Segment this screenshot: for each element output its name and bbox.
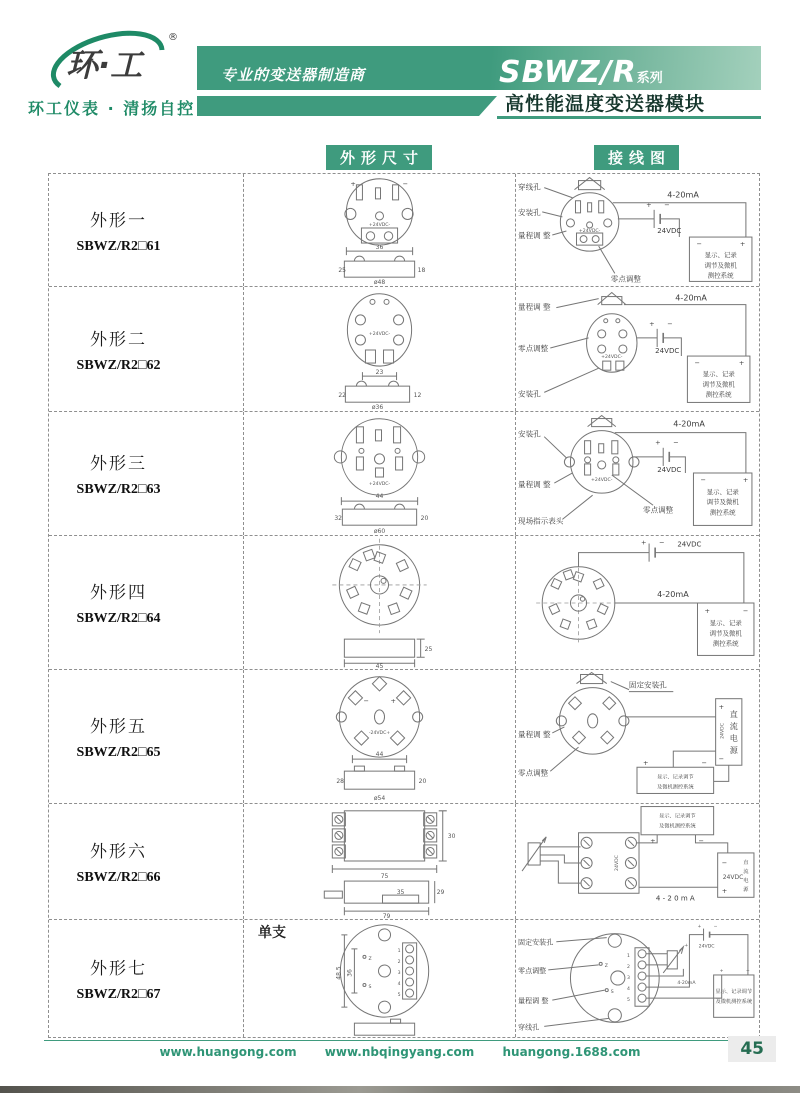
series-name: SBWZ/R [499,55,637,90]
page-number: 45 [728,1036,776,1062]
zero-adjust-label: 零点调整 [518,344,549,354]
marker-z: Z [604,963,608,969]
footer-links [0,1045,800,1059]
row2-outline-cell [244,287,516,411]
row3-label [49,412,244,535]
display-box-line2: 及微机测控系统 [715,999,753,1006]
mounting-hole-label: 安装孔 [518,207,541,217]
display-box-line2: 调节及微机 [704,261,737,270]
wire-hole-label: 穿线孔 [518,1022,540,1032]
device-voltage: +24VDC- [591,478,613,484]
signal-label: 4-20mA [667,190,699,200]
dc-voltage: 24VDC [722,874,744,882]
outline-drawing [244,804,515,919]
row6-wiring-cell [516,804,759,919]
terminal-1: 1 [397,948,401,954]
dc-box-char1: 直 [743,860,749,867]
minus-mark: − [363,696,369,705]
outline-drawing [244,174,515,286]
battery-minus: − [673,438,679,447]
outline-drawing [244,536,515,669]
dim-h1: 25 [338,267,347,275]
row5-wiring-cell [516,670,759,803]
dim-height-top: 30 [447,832,456,840]
battery-minus: − [664,200,670,209]
display-box-line2: 调节及微机 [709,629,742,638]
field-indicator-label: 现场指示表头 [518,516,564,526]
dim-h2: 20 [418,778,427,786]
wiring-diagram [516,920,759,1037]
row2-wiring-cell [516,287,759,411]
battery-plus: + [649,319,655,328]
supply-label: 24VDC [657,226,682,236]
company-logo [26,24,186,100]
dim-width: 44 [375,751,384,759]
column-header-wiring: 接线图 [594,145,679,170]
fixed-mounting-hole-label: 固定安装孔 [518,937,554,947]
shape-name: 外形二 [90,329,147,350]
brand-tagline: 环工仪表 · 清扬自控 [28,99,196,118]
table-row [49,286,759,411]
dim-dia: ø54 [373,795,386,803]
sink-minus: − [694,359,700,368]
span-adjust-label: 量程调 整 [518,730,551,740]
row7-wiring-cell [516,920,759,1037]
logo-swoosh-icon [26,24,186,100]
wiring-diagram [516,536,759,669]
row6-outline-cell [244,804,516,919]
signal-label: 4-20mA [677,981,696,987]
marker-z: Z [368,956,372,962]
terminal-5: 5 [626,998,630,1004]
battery-plus: + [655,438,661,447]
display-box-line1: 显示、记录调节 [715,989,753,996]
shape-name: 外形六 [90,842,147,862]
outline-drawing [244,412,515,535]
dim-width: 45 [375,663,384,669]
terminal-2: 2 [397,959,401,965]
zero-adjust-label: 零点调整 [518,965,547,975]
signal-label: 4-20mA [675,293,707,303]
model-number: SBWZ/R2□63 [76,482,161,497]
outline-drawing [244,287,515,411]
dim-h1: 48.5 [335,966,343,980]
display-box-line3: 测控系统 [712,639,739,648]
span-adjust-label: 量程调 整 [518,996,549,1006]
model-number: SBWZ/R2□64 [76,611,161,626]
bottom-bar [0,1086,800,1093]
device-voltage: +24VDC- [368,222,391,228]
header-subrow [197,93,761,119]
dim-dia: ø60 [373,528,386,535]
outline-drawing [244,670,515,803]
display-box-line2: 及微机测控系统 [658,823,696,830]
wire-hole-label: 穿线孔 [518,182,541,192]
model-number: SBWZ/R2□65 [76,745,161,760]
footer-link-2: www.nbqingyang.com [324,1045,475,1059]
mounting-hole-label: 安装孔 [518,429,541,439]
row4-wiring-cell [516,536,759,669]
sink-plus: + [742,476,749,485]
supply-label: 24VDC [677,539,702,549]
product-table [48,173,760,1038]
sink-minus: − [745,968,750,974]
table-row [49,535,759,669]
series-title [499,55,663,90]
row1-wiring-cell [516,174,759,286]
plus-mark: + [390,696,397,705]
signal-label: 4 - 2 0 m A [655,893,695,903]
supply-label: 24VDC [657,464,682,474]
sink-minus: − [701,759,708,768]
dim-height-side: 29 [436,889,445,897]
signal-label: 4-20mA [657,589,689,599]
display-box-line2: 调节及微机 [702,380,735,389]
table-row [49,411,759,535]
dim-h2: 18 [417,267,426,275]
dim-dia: ø36 [371,404,384,411]
display-box-line3: 测控系统 [705,390,732,399]
shape-name: 外形七 [90,959,147,979]
dim-h1: 22 [338,392,347,400]
dc-box-char3: 电 [743,878,749,885]
dim-width: 36 [375,244,384,252]
plus-mark: + [350,179,356,188]
model-number: SBWZ/R2□66 [76,870,161,885]
terminal-3: 3 [397,970,401,976]
shape-name: 外形三 [90,454,147,474]
table-row [49,919,759,1037]
row2-label [49,287,244,411]
display-box-line3: 测控系统 [709,508,736,517]
footer-link-1: www.huangong.com [159,1045,297,1059]
dc-box-char2: 流 [743,869,749,876]
dim-width: 44 [375,493,384,501]
shape-name: 外形五 [90,717,147,737]
row6-label [49,804,244,919]
registered-mark: ® [168,32,178,43]
dim-h1: 32 [334,515,342,523]
zero-adjust-label: 零点调整 [610,274,641,284]
row7-outline-cell [244,920,516,1037]
dc-voltage: 24VDC [720,723,726,739]
page-title: 高性能温度变送器模块 [497,93,761,119]
row5-label [49,670,244,803]
display-box-line3: 测控系统 [707,271,734,280]
device-voltage: +24VDC- [578,229,601,235]
wiring-diagram [516,804,759,919]
table-row [49,803,759,919]
green-bar [197,96,497,116]
display-box-line1: 显示、记录 [702,370,735,379]
supply-label: 24VDC [698,944,715,950]
dim-h2: 12 [413,392,422,400]
sink-minus: − [696,240,702,249]
dim-h1: 28 [336,778,344,786]
row1-outline-cell [244,174,516,286]
header-banner [197,46,761,90]
dc-box-char3: 电 [729,734,738,744]
row1-label [49,174,244,286]
zero-adjust-label: 零点调整 [518,768,549,778]
logo-text: 环·工 [66,46,143,84]
device-voltage: +24VDC- [601,355,623,361]
wiring-diagram [516,670,759,803]
dim-width: 23 [375,369,384,377]
sink-minus: − [742,607,749,616]
column-header-outline: 外形尺寸 [326,145,432,170]
dc-plus: + [718,702,725,711]
terminal-4: 4 [397,982,401,988]
battery-minus: − [667,319,673,328]
span-adjust-label: 量程调 整 [518,302,551,312]
display-box-line2: 及微机测控系统 [656,784,694,791]
fixed-mounting-hole-label: 固定安装孔 [628,680,667,690]
dc-minus: − [721,859,728,868]
model-number: SBWZ/R2□61 [76,238,161,254]
dc-box-char1: 直 [729,709,738,719]
supply-label: 24VDC [655,346,680,356]
footer-link-3: huangong.1688.com [502,1045,641,1059]
model-number: SBWZ/R2□62 [76,357,161,373]
dim-dia: ø48 [373,279,386,286]
display-box-line1: 显示、记录 [706,488,739,497]
dc-box-char4: 源 [729,746,738,756]
shape-name: 外形一 [90,210,147,231]
wiring-diagram [516,412,759,535]
battery-minus: − [659,538,665,547]
battery-plus: + [646,200,652,209]
marker-s: S [368,985,372,991]
table-row [49,669,759,803]
sink-plus: + [738,359,745,368]
sink-plus: + [719,968,724,974]
terminal-5: 5 [397,993,401,999]
dc-plus: + [721,887,728,896]
sink-plus: + [643,759,649,768]
terminal-4: 4 [626,987,630,993]
dim-inner: 35 [396,889,405,897]
wire-minus: − [698,836,705,845]
wiring-diagram [516,174,759,286]
shape-name: 外形四 [90,583,147,603]
marker-s: S [610,990,614,996]
battery-plus: + [697,924,702,930]
terminal-3: 3 [626,976,630,982]
row3-wiring-cell [516,412,759,535]
table-row [49,174,759,286]
model-number: SBWZ/R2□67 [76,987,161,1002]
device-voltage: -24VDC+ [368,730,391,736]
module-voltage: 24VDC [614,855,620,871]
device-voltage: +24VDC- [368,482,391,488]
device-voltage: +24VDC- [368,331,391,337]
dc-box-char2: 流 [729,721,738,731]
dim-width-top: 75 [380,873,389,881]
row4-label [49,536,244,669]
display-box-line1: 显示、记录 [709,619,742,628]
row3-outline-cell [244,412,516,535]
dim-h2: 36 [346,969,354,977]
series-suffix: 系列 [636,71,663,86]
sensor-plus: + [684,943,689,949]
terminal-2: 2 [626,964,630,970]
column-headers [48,145,758,170]
sink-minus: − [700,476,707,485]
row5-outline-cell [244,670,516,803]
zero-adjust-label: 零点调整 [643,505,674,515]
sink-plus: + [739,240,746,249]
terminal-1: 1 [626,953,630,959]
sink-plus: + [704,607,711,616]
banner-slogan: 专业的变送器制造商 [221,66,366,84]
footer-divider [44,1040,758,1041]
span-adjust-label: 量程调 整 [518,480,551,490]
battery-plus: + [641,538,647,547]
signal-label: 4-20mA [673,419,705,429]
wiring-diagram [516,287,759,411]
display-box-line1: 显示、记录调节 [656,774,694,781]
span-adjust-label: 量程调 整 [518,231,551,241]
dim-width-side: 79 [382,913,391,919]
dc-box-char4: 源 [743,887,749,894]
minus-mark: − [402,179,409,188]
row4-outline-cell [244,536,516,669]
single-element-note: 单支 [258,925,286,941]
battery-minus: − [713,924,718,930]
display-box-line2: 调节及微机 [706,498,739,507]
dc-minus: − [718,755,725,764]
mounting-hole-label: 安装孔 [518,389,541,399]
display-box-line1: 显示、记录调节 [658,813,696,820]
dim-h2: 20 [420,515,429,523]
dim-height: 25 [424,646,433,654]
row7-label [49,920,244,1037]
wire-plus: + [650,836,656,845]
display-box-line1: 显示、记录 [704,251,737,260]
